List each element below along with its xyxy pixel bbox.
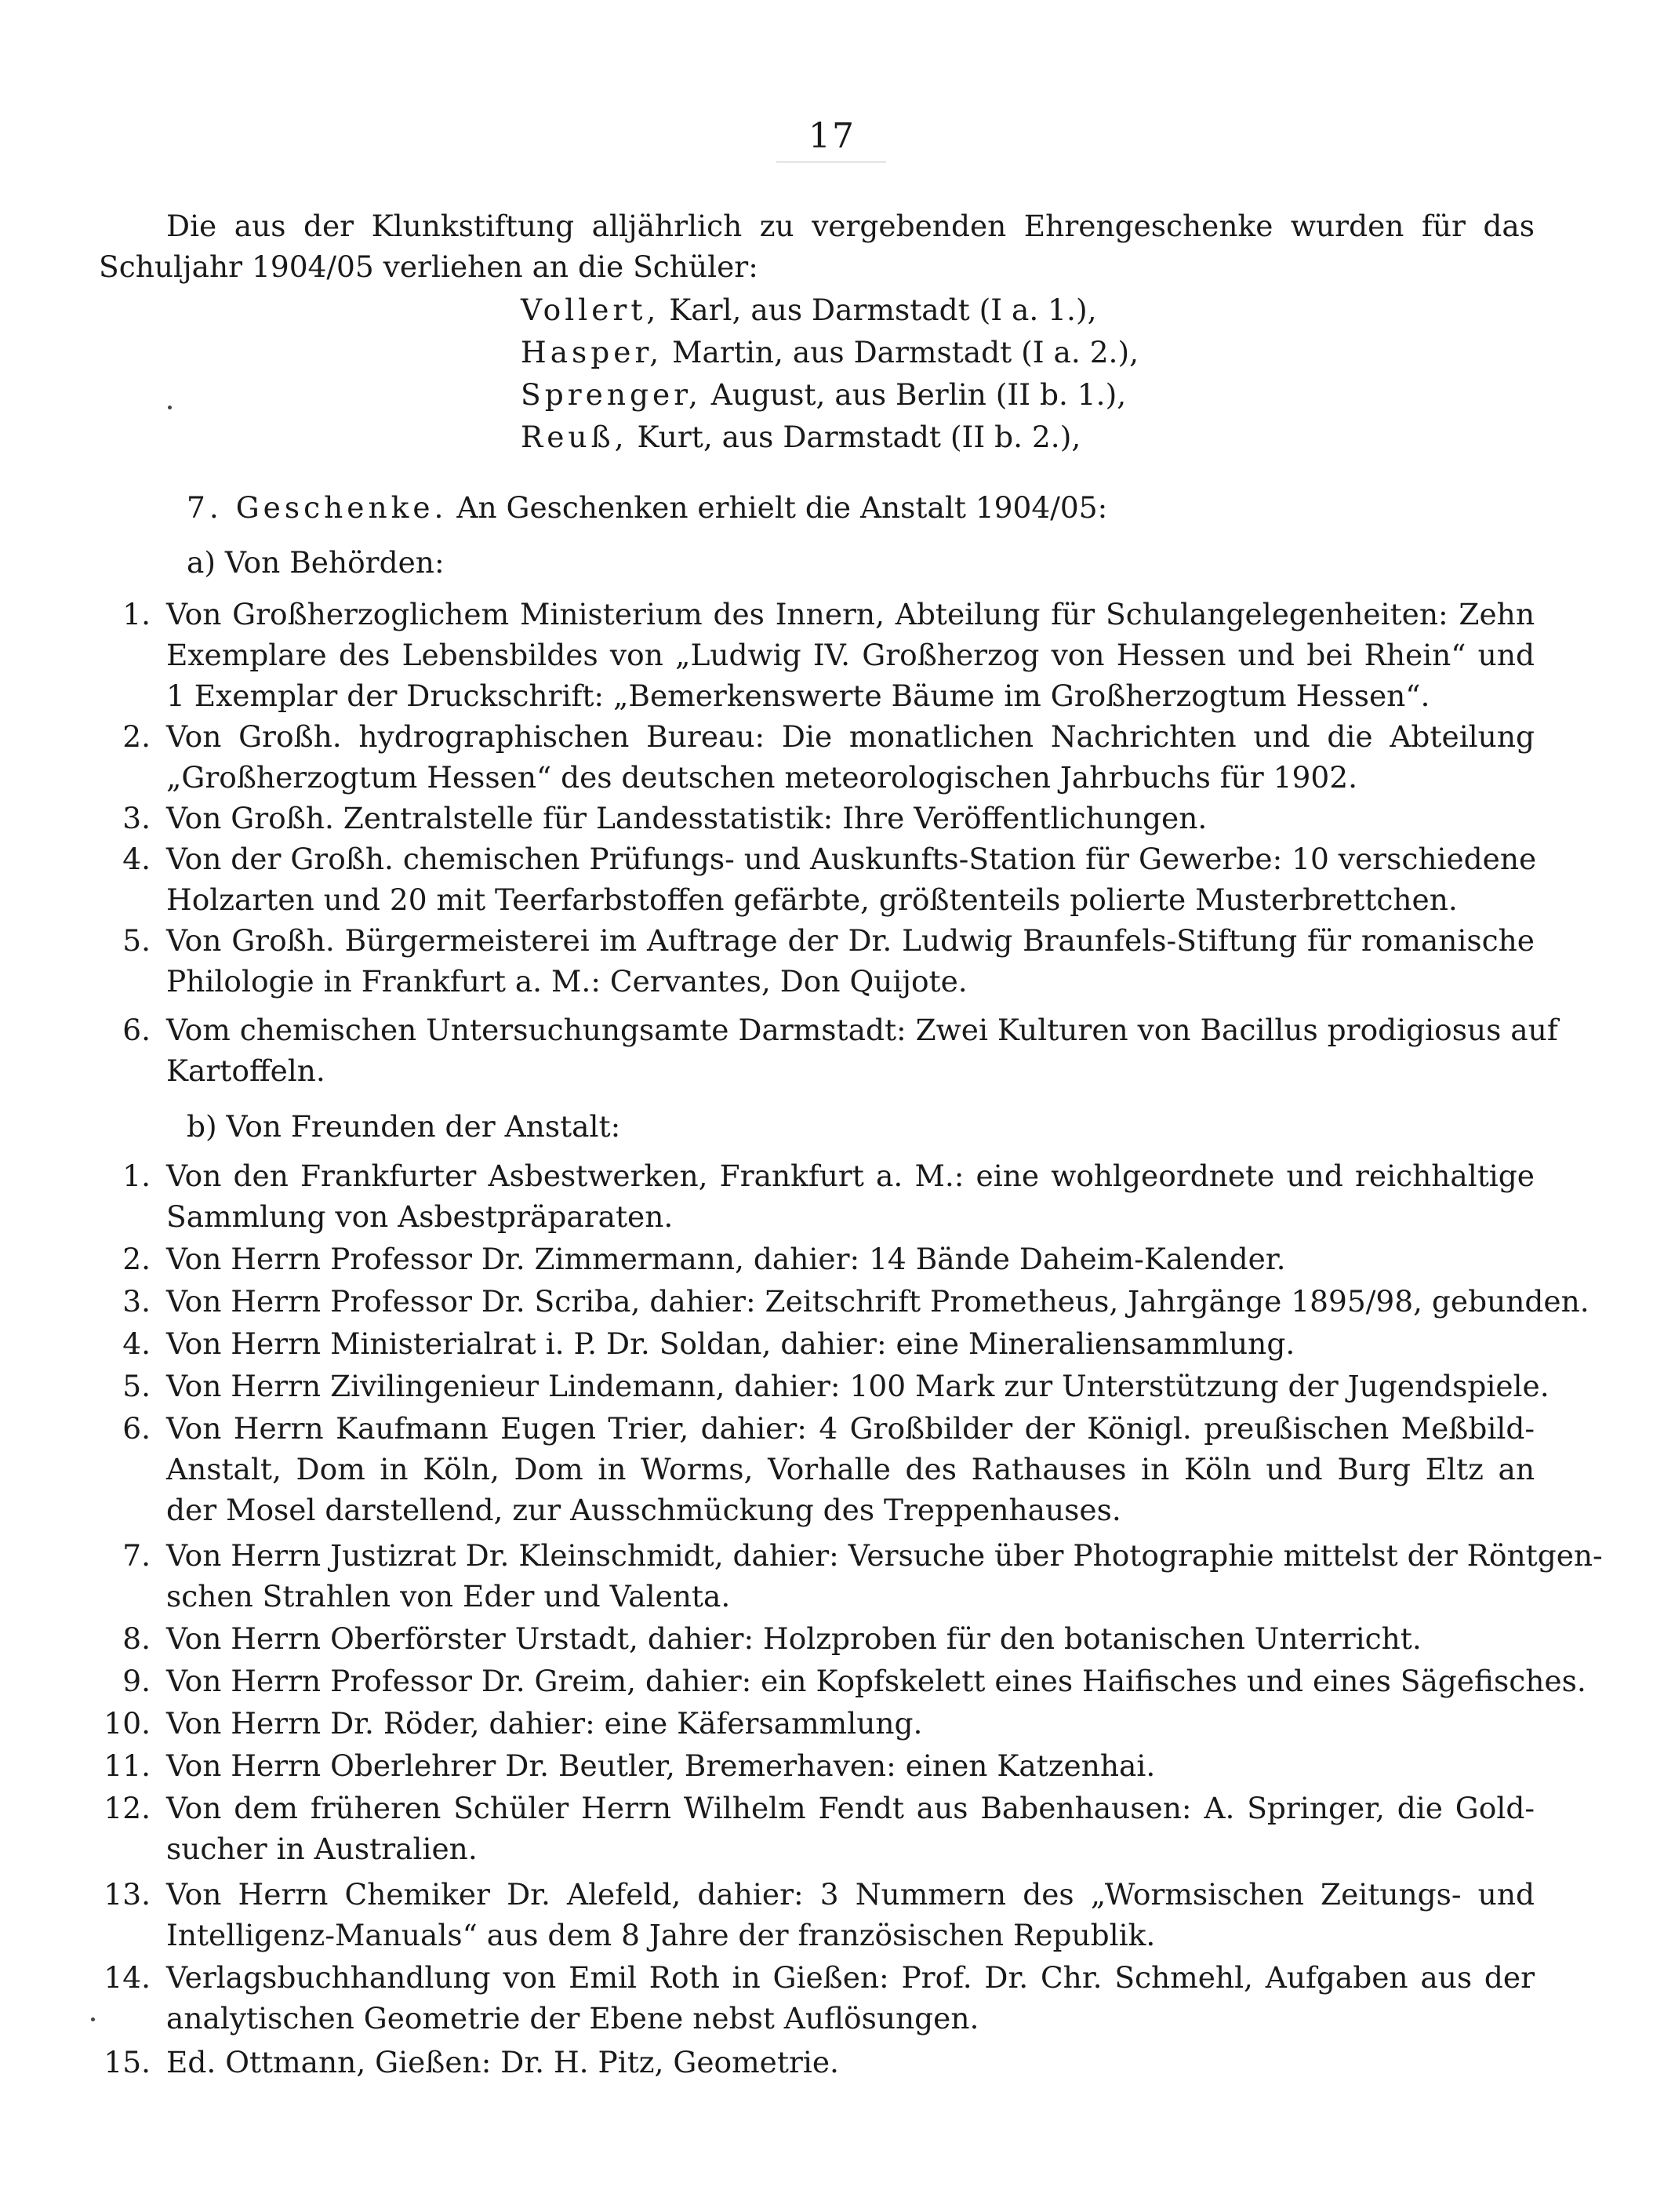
b-item-1-num: 1.	[122, 1159, 151, 1193]
recipient-3: Sprenger, August, aus Berlin (II b. 1.),	[521, 377, 1127, 412]
b-item-5-num: 5.	[122, 1369, 151, 1403]
a-item-2-line-1: Von Großh. hydrographischen Bureau: Die monatlichen Nachrichten und die Abteilung	[166, 719, 1535, 754]
b-item-13-line-1: Von Herrn Chemiker Dr. Alefeld, dahier: 3 Nummern des „Wormsischen Zeitungs- und	[166, 1877, 1535, 1912]
a-item-5-line-2: Philologie in Frankfurt a. M.: Cervantes, Don Quijote.	[166, 964, 968, 999]
a-item-3-num: 3.	[122, 801, 151, 835]
intro-line-2: Schuljahr 1904/05 verliehen an die Schüler:	[99, 249, 758, 284]
b-item-6-line-3: der Mosel darstellend, zur Ausschmückung des Treppenhauses.	[166, 1493, 1121, 1527]
b-item-8-line-1: Von Herrn Oberförster Urstadt, dahier: Holzproben für den botanischen Unterricht.	[166, 1621, 1422, 1656]
margin-speck	[168, 406, 172, 409]
b-item-1-line-1: Von den Frankfurter Asbestwerken, Frankfurt a. M.: eine wohlgeordnete und reichhaltige	[166, 1159, 1535, 1193]
b-item-13-line-2: Intelligenz-Manuals“ aus dem 8 Jahre der französischen Republik.	[166, 1918, 1156, 1952]
a-item-6-num: 6.	[122, 1013, 151, 1047]
a-item-1-line-1: Von Großherzoglichem Ministerium des Innern, Abteilung für Schulangelegenheiten: Zehn	[166, 597, 1535, 631]
a-item-1-num: 1.	[122, 597, 151, 631]
b-item-4-num: 4.	[122, 1326, 151, 1361]
b-item-11-num: 11.	[104, 1748, 151, 1783]
b-item-15-num: 15.	[104, 2045, 151, 2079]
a-item-6-line-2: Kartoffeln.	[166, 1053, 325, 1088]
b-item-15-line-1: Ed. Ottmann, Gießen: Dr. H. Pitz, Geometrie.	[166, 2045, 839, 2079]
b-item-7-line-1: Von Herrn Justizrat Dr. Kleinschmidt, dahier: Versuche über Photographie mittelst der Röntgen-	[166, 1538, 1603, 1573]
group-a-heading: a) Von Behörden:	[187, 545, 445, 580]
a-item-5-num: 5.	[122, 923, 151, 958]
b-item-13-num: 13.	[104, 1877, 151, 1912]
a-item-1-line-3: 1 Exemplar der Druckschrift: „Bemerkenswerte Bäume im Großherzogtum Hessen“.	[166, 679, 1430, 713]
b-item-9-line-1: Von Herrn Professor Dr. Greim, dahier: ein Kopfskelett eines Haifisches und eines Sägefisches.	[166, 1664, 1586, 1698]
b-item-3-num: 3.	[122, 1284, 151, 1319]
b-item-14-line-1: Verlagsbuchhandlung von Emil Roth in Gießen: Prof. Dr. Chr. Schmehl, Aufgaben aus der	[166, 1960, 1535, 1995]
b-item-12-line-2: sucher in Australien.	[166, 1832, 478, 1866]
b-item-7-num: 7.	[122, 1538, 151, 1573]
b-item-3-line-1: Von Herrn Professor Dr. Scriba, dahier: Zeitschrift Prometheus, Jahrgänge 1895/98, gebunden.	[166, 1284, 1590, 1319]
b-item-14-num: 14.	[104, 1960, 151, 1995]
b-item-6-line-2: Anstalt, Dom in Köln, Dom in Worms, Vorhalle des Rathauses in Köln und Burg Eltz an	[166, 1452, 1535, 1486]
recipient-1: Vollert, Karl, aus Darmstadt (I a. 1.),	[521, 293, 1097, 327]
section-7-heading: 7. Geschenke.	[187, 490, 448, 525]
b-item-5-line-1: Von Herrn Zivilingenieur Lindemann, dahier: 100 Mark zur Unterstützung der Jugendspiele.	[166, 1369, 1550, 1403]
a-item-4-num: 4.	[122, 842, 151, 876]
b-item-1-line-2: Sammlung von Asbestpräparaten.	[166, 1199, 674, 1234]
margin-speck-2	[91, 2017, 95, 2021]
b-item-9-num: 9.	[122, 1664, 151, 1698]
b-item-10-line-1: Von Herrn Dr. Röder, dahier: eine Käfersammlung.	[166, 1706, 923, 1741]
b-item-14-line-2: analytischen Geometrie der Ebene nebst Auflösungen.	[166, 2001, 979, 2036]
a-item-6-line-1: Vom chemischen Untersuchungsamte Darmstadt: Zwei Kulturen von Bacillus prodigiosus auf	[166, 1013, 1558, 1047]
b-item-7-line-2: schen Strahlen von Eder und Valenta.	[166, 1579, 731, 1614]
b-item-12-num: 12.	[104, 1791, 151, 1825]
a-item-4-line-2: Holzarten und 20 mit Teerfarbstoffen gefärbte, größtenteils polierte Musterbrettchen.	[166, 882, 1458, 917]
a-item-2-num: 2.	[122, 719, 151, 754]
intro-line-1: Die aus der Klunkstiftung alljährlich zu vergebenden Ehrengeschenke wurden für das	[166, 209, 1535, 243]
section-7-line: 7. Geschenke. An Geschenken erhielt die Anstalt 1904/05:	[187, 490, 1108, 525]
b-item-2-line-1: Von Herrn Professor Dr. Zimmermann, dahier: 14 Bände Daheim-Kalender.	[166, 1242, 1286, 1276]
a-item-4-line-1: Von der Großh. chemischen Prüfungs- und Auskunfts-Station für Gewerbe: 10 verschiedene	[166, 842, 1537, 876]
page-number: 17	[808, 116, 856, 156]
recipient-4: Reuß, Kurt, aus Darmstadt (II b. 2.),	[521, 420, 1081, 454]
b-item-8-num: 8.	[122, 1621, 151, 1656]
a-item-5-line-1: Von Großh. Bürgermeisterei im Auftrage der Dr. Ludwig Braunfels-Stiftung für romanische	[166, 923, 1535, 958]
b-item-6-num: 6.	[122, 1411, 151, 1446]
b-item-6-line-1: Von Herrn Kaufmann Eugen Trier, dahier: 4 Großbilder der Königl. preußischen Meßbild-	[166, 1411, 1535, 1446]
b-item-12-line-1: Von dem früheren Schüler Herrn Wilhelm Fendt aus Babenhausen: A. Springer, die Gold-	[166, 1791, 1535, 1825]
a-item-3-line-1: Von Großh. Zentralstelle für Landesstatistik: Ihre Veröffentlichungen.	[166, 801, 1208, 835]
b-item-10-num: 10.	[104, 1706, 151, 1741]
a-item-1-line-2: Exemplare des Lebensbildes von „Ludwig IV. Großherzog von Hessen und bei Rhein“ und	[166, 638, 1535, 672]
b-item-11-line-1: Von Herrn Oberlehrer Dr. Beutler, Bremerhaven: einen Katzenhai.	[166, 1748, 1156, 1783]
b-item-4-line-1: Von Herrn Ministerialrat i. P. Dr. Soldan, dahier: eine Mineraliensammlung.	[166, 1326, 1295, 1361]
group-b-heading: b) Von Freunden der Anstalt:	[187, 1109, 621, 1144]
recipient-2: Hasper, Martin, aus Darmstadt (I a. 2.),	[521, 335, 1139, 369]
a-item-2-line-2: „Großherzogtum Hessen“ des deutschen meteorologischen Jahrbuchs für 1902.	[166, 760, 1358, 795]
b-item-2-num: 2.	[122, 1242, 151, 1276]
